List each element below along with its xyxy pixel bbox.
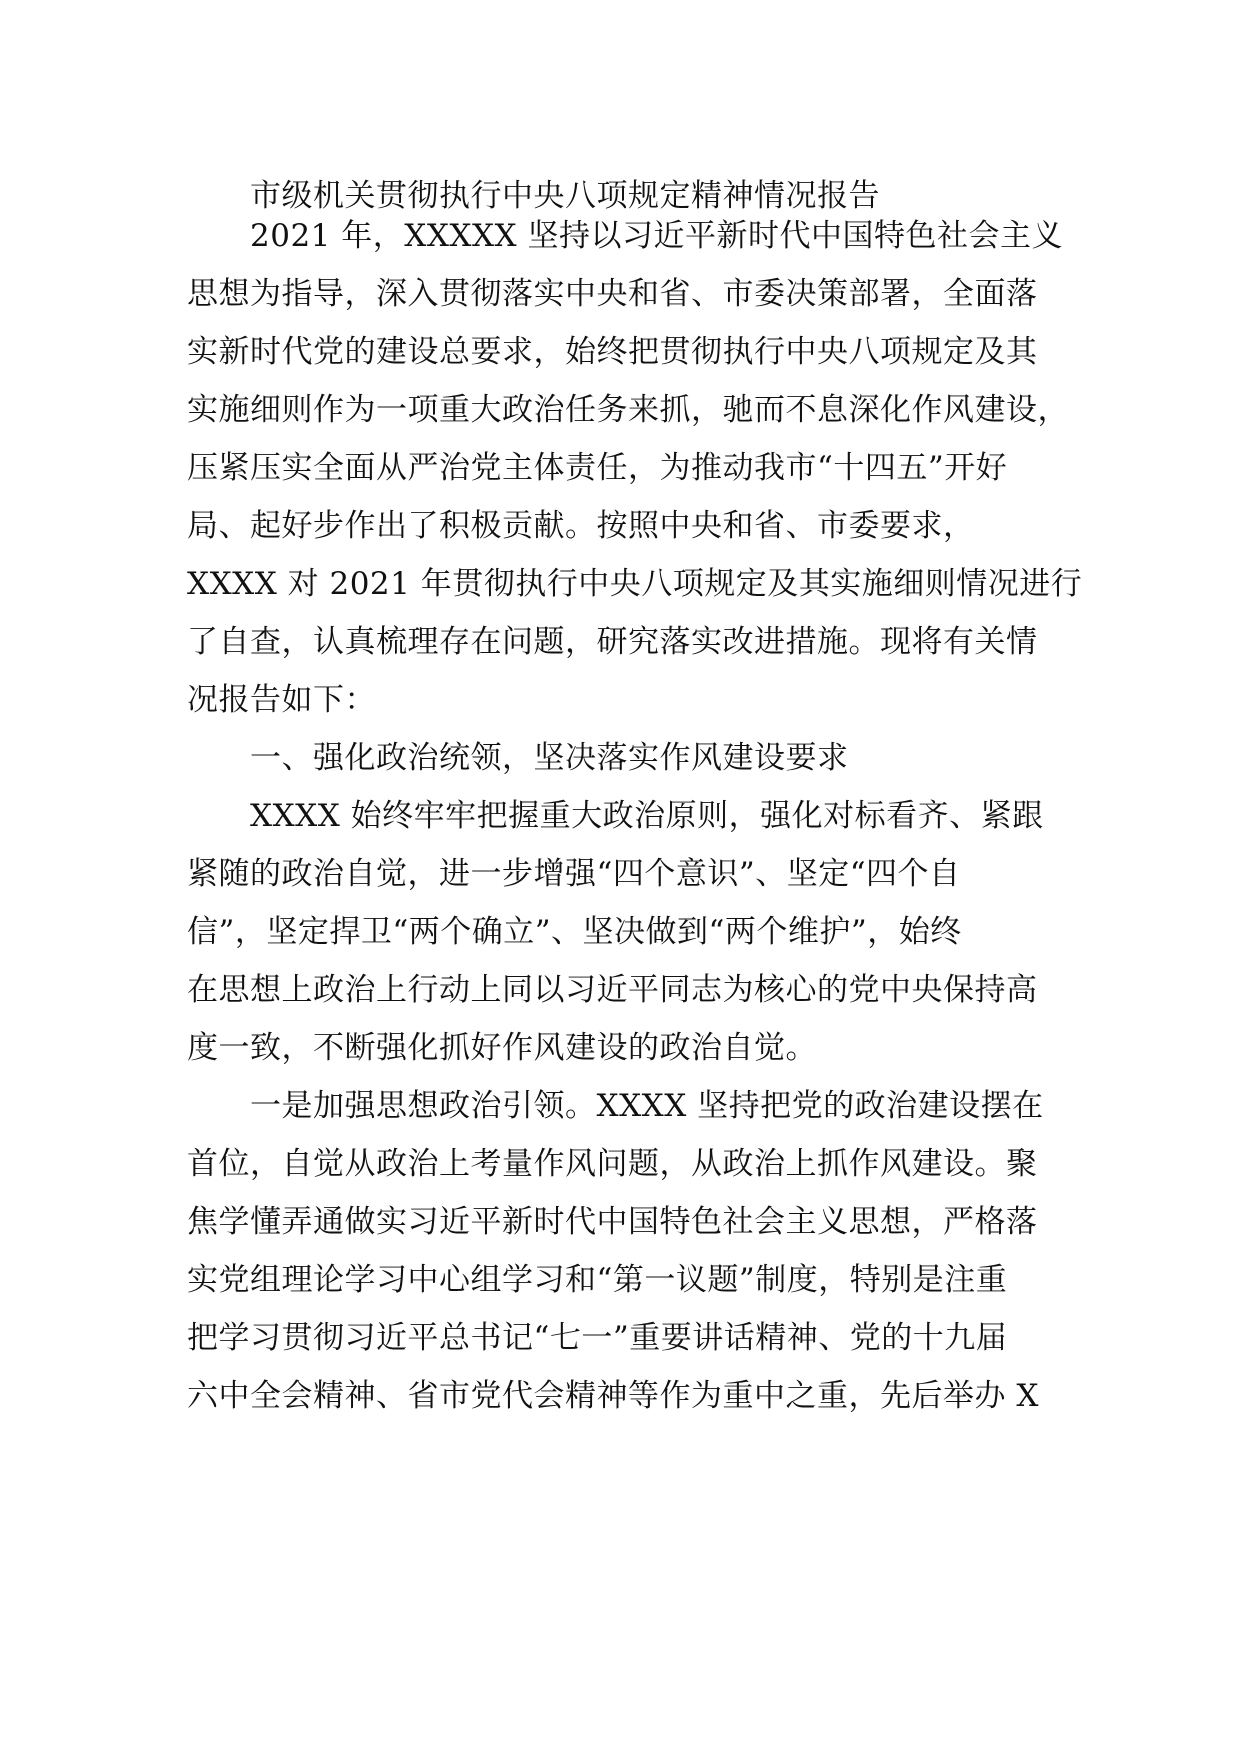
paragraph-line: 六中全会精神、省市党代会精神等作为重中之重，先后举办 X [187,1378,1039,1414]
paragraph-line: 压紧压实全面从严治党主体责任，为推动我市“十四五”开好 [187,450,1008,486]
paragraph-line: 实新时代党的建设总要求，始终把贯彻执行中央八项规定及其 [187,334,1038,370]
paragraph-line: 把学习贯彻习近平总书记“七一”重要讲话精神、党的十九届 [187,1320,1008,1356]
paragraph-line: 2021 年，XXXXX 坚持以习近平新时代中国特色社会主义 [250,218,1063,254]
paragraph-line: 了自查，认真梳理存在问题，研究落实改进措施。现将有关情 [187,624,1038,660]
paragraph-line: 实党组理论学习中心组学习和“第一议题”制度，特别是注重 [187,1262,1008,1298]
paragraph-line: 信”，坚定捍卫“两个确立”、坚决做到“两个维护”，始终 [187,914,962,950]
paragraph-line: 焦学懂弄通做实习近平新时代中国特色社会主义思想，严格落 [187,1204,1038,1240]
paragraph-line: XXXX 对 2021 年贯彻执行中央八项规定及其实施细则情况进行 [187,566,1083,602]
paragraph-line: XXXX 始终牢牢把握重大政治原则，强化对标看齐、紧跟 [250,798,1044,834]
paragraph-line: 实施细则作为一项重大政治任务来抓，驰而不息深化作风建设， [187,392,1069,428]
paragraph-line: 在思想上政治上行动上同以习近平同志为核心的党中央保持高 [187,972,1038,1008]
paragraph-line: 度一致，不断强化抓好作风建设的政治自觉。 [187,1030,817,1066]
paragraph-line: 首位，自觉从政治上考量作风问题，从政治上抓作风建设。聚 [187,1146,1038,1182]
document-title: 市级机关贯彻执行中央八项规定精神情况报告 [250,178,880,214]
paragraph-line: 思想为指导，深入贯彻落实中央和省、市委决策部署，全面落 [187,276,1038,312]
section-heading: 一、强化政治统领，坚决落实作风建设要求 [250,740,849,776]
paragraph-line: 局、起好步作出了积极贡献。按照中央和省、市委要求， [187,508,975,544]
paragraph-line: 况报告如下： [187,682,376,718]
paragraph-line: 紧随的政治自觉，进一步增强“四个意识”、坚定“四个自 [187,856,961,892]
paragraph-line: 一是加强思想政治引领。XXXX 坚持把党的政治建设摆在 [250,1088,1044,1124]
